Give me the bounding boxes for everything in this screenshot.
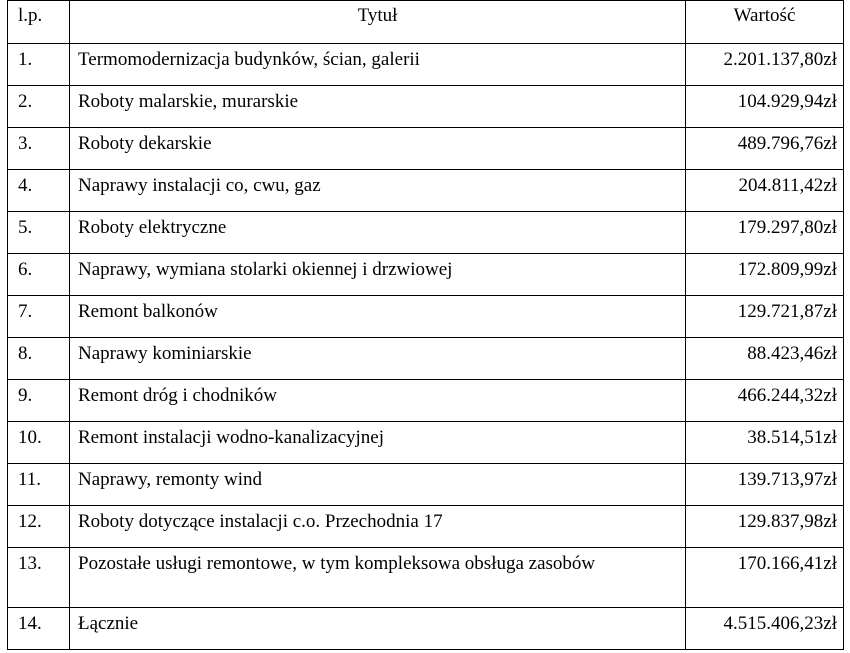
table-row [8, 464, 844, 506]
expenses-table [7, 0, 844, 650]
row-value: 104.929,94zł [686, 86, 844, 128]
table-row [8, 548, 844, 608]
row-lp: 8. [8, 338, 70, 380]
row-lp: 6. [8, 254, 70, 296]
row-value: 466.244,32zł [686, 380, 844, 422]
row-value: 38.514,51zł [686, 422, 844, 464]
row-lp: 9. [8, 380, 70, 422]
row-value: 129.721,87zł [686, 296, 844, 338]
header-value: Wartość [686, 1, 844, 44]
table-row [8, 422, 844, 464]
row-title: Roboty elektryczne [70, 212, 686, 254]
table-row [8, 128, 844, 170]
row-value: 170.166,41zł [686, 548, 844, 608]
row-title: Naprawy kominiarskie [70, 338, 686, 380]
total-label: Łącznie [70, 608, 686, 650]
row-title: Naprawy instalacji co, cwu, gaz [70, 170, 686, 212]
row-title: Remont dróg i chodników [70, 380, 686, 422]
row-title: Roboty dotyczące instalacji c.o. Przechodnia 17 [70, 506, 686, 548]
table-row [8, 506, 844, 548]
row-lp: 10. [8, 422, 70, 464]
row-lp: 14. [8, 608, 70, 650]
row-title: Termomodernizacja budynków, ścian, galerii [70, 44, 686, 86]
header-lp: l.p. [8, 1, 70, 44]
row-value: 204.811,42zł [686, 170, 844, 212]
row-value: 129.837,98zł [686, 506, 844, 548]
row-title: Roboty dekarskie [70, 128, 686, 170]
row-value: 2.201.137,80zł [686, 44, 844, 86]
table-row [8, 44, 844, 86]
table-row [8, 254, 844, 296]
row-value: 179.297,80zł [686, 212, 844, 254]
row-lp: 13. [8, 548, 70, 608]
row-lp: 5. [8, 212, 70, 254]
row-lp: 3. [8, 128, 70, 170]
row-title: Remont instalacji wodno-kanalizacyjnej [70, 422, 686, 464]
table-row [8, 212, 844, 254]
row-value: 489.796,76zł [686, 128, 844, 170]
table-row [8, 296, 844, 338]
row-lp: 2. [8, 86, 70, 128]
row-title: Naprawy, wymiana stolarki okiennej i drzwiowej [70, 254, 686, 296]
row-title: Pozostałe usługi remontowe, w tym kompleksowa obsługa zasobów [70, 548, 686, 608]
table-header-row [8, 1, 844, 44]
row-lp: 7. [8, 296, 70, 338]
row-value: 88.423,46zł [686, 338, 844, 380]
row-lp: 12. [8, 506, 70, 548]
row-lp: 4. [8, 170, 70, 212]
row-value: 139.713,97zł [686, 464, 844, 506]
total-value: 4.515.406,23zł [686, 608, 844, 650]
table-row [8, 338, 844, 380]
row-title: Remont balkonów [70, 296, 686, 338]
row-lp: 1. [8, 44, 70, 86]
table-total-row [8, 608, 844, 650]
row-title: Naprawy, remonty wind [70, 464, 686, 506]
table-row [8, 86, 844, 128]
row-value: 172.809,99zł [686, 254, 844, 296]
row-lp: 11. [8, 464, 70, 506]
header-title: Tytuł [70, 1, 686, 44]
row-title: Roboty malarskie, murarskie [70, 86, 686, 128]
table-row [8, 170, 844, 212]
table-row [8, 380, 844, 422]
